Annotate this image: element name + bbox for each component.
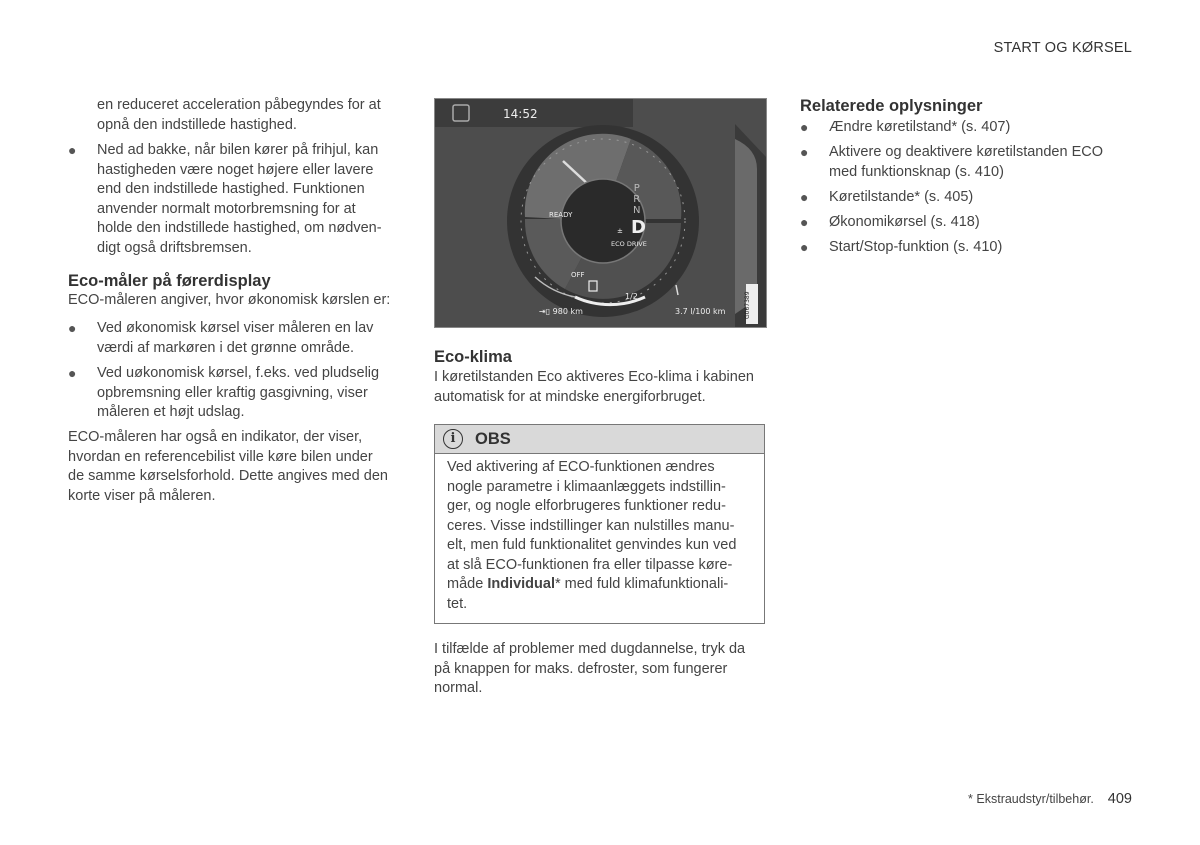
bullet-line: måleren et højt udslag. (97, 404, 245, 420)
gear-selector (633, 183, 640, 216)
gear-r: R (633, 194, 641, 205)
obs-line: ceres. Visse indstillinger kan nulstilles manu- (447, 517, 735, 534)
obs-note-box (434, 424, 765, 624)
related-link-3[interactable] (800, 188, 1135, 208)
para-line: automatisk for at mindske energiforbruget. (434, 388, 706, 405)
para-line: I tilfælde af problemer med dugdannelse, tryk da (434, 641, 746, 657)
heading-eco-meter: Eco-måler på førerdisplay (68, 272, 271, 290)
bullet-line: hastigheden være noget højere eller lavere (97, 161, 374, 178)
obs-line: ger, og nogle elforbrugeres funktioner redu- (447, 498, 726, 514)
range-unit: km (570, 307, 583, 316)
off-label: OFF (571, 271, 585, 279)
related-link-4[interactable] (800, 213, 1135, 233)
continued-text: en reduceret acceleration påbegyndes for at opnå den indstillede hastighed. (97, 97, 381, 133)
gauge-graphic (435, 99, 767, 328)
indicator-paragraph (68, 428, 403, 506)
link-line[interactable]: med funktionsknap (s. 410) (829, 163, 1004, 180)
bullet-line: opbremsning eller kraftig gasgivning, viser (97, 384, 368, 401)
link-line[interactable]: Start/Stop-funktion (s. 410) (829, 239, 1003, 255)
bullet-line: Ved uøkonomisk kørsel, f.eks. ved pludselig (97, 365, 380, 381)
individual-mode-name: Individual (487, 576, 555, 592)
continued-paragraph (68, 96, 403, 135)
obs-header (435, 425, 764, 454)
eco-drive-label: ECO DRIVE (611, 240, 647, 248)
para-line: normal. (434, 680, 483, 696)
obs-line: at slå ECO-funktionen fra eller tilpasse køre- (447, 556, 733, 573)
consumption-value: 3.7 (675, 307, 688, 316)
info-icon: i (443, 429, 463, 449)
bullet-line: værdi af markøren i det grønne område. (97, 339, 355, 356)
image-code: G067389 (744, 291, 751, 319)
para-line: på knappen for maks. defroster, som fungerer (434, 660, 728, 677)
obs-line: elt, men fuld funktionalitet genvindes kun ved (447, 537, 737, 553)
link-line[interactable]: Køretilstande* (s. 405) (829, 189, 974, 205)
bullet-icon: ● (68, 365, 77, 381)
bullet-item-downhill (68, 141, 403, 258)
bullet-item-uneconomic (68, 364, 403, 423)
clock-time: 14:52 (503, 107, 538, 121)
obs-body (447, 458, 747, 614)
section-header: START OG KØRSEL (993, 40, 1132, 56)
obs-line: tet. (447, 595, 468, 612)
gear-d: D (631, 217, 646, 238)
related-link-5[interactable] (800, 238, 1135, 258)
obs-line: Ved aktivering af ECO-funktionen ændres (447, 459, 715, 475)
footnote-text: * Ekstraudstyr/tilbehør. (968, 792, 1094, 806)
para-line: I køretilstanden Eco aktiveres Eco-klima i kabinen (434, 369, 754, 385)
heading-eco-klima: Eco-klima (434, 348, 512, 366)
bullet-icon: ● (68, 320, 77, 336)
gear-n: N (633, 205, 641, 216)
obs-line: nogle parametre i klimaanlæggets indstillin- (447, 478, 726, 495)
link-line[interactable]: Ændre køretilstand* (s. 407) (829, 119, 1011, 135)
half-mark: 1/2 (625, 292, 638, 301)
bullet-icon: ● (68, 142, 77, 158)
footer (968, 791, 1132, 807)
defroster-paragraph (434, 640, 767, 699)
para-line: de samme kørselsforhold. Dette angives med den (68, 468, 388, 484)
related-link-1[interactable] (800, 118, 1135, 138)
para-line: ECO-måleren har også en indikator, der viser, (68, 429, 363, 445)
bullet-icon: ● (800, 119, 809, 135)
bullet-icon: ● (800, 239, 809, 255)
bullet-icon: ● (800, 214, 809, 230)
intro-text: ECO-måleren angiver, hvor økonomisk kørslen er: (68, 292, 391, 308)
eco-klima-paragraph (434, 368, 767, 407)
range-readout (539, 307, 583, 316)
bullet-line: Ned ad bakke, når bilen kører på frihjul, kan (97, 142, 379, 158)
bullet-line: digt også driftsbremsen. (97, 239, 252, 256)
gear-d-marker: ± (617, 227, 623, 235)
bullet-line: holde den indstillede hastighed, om nødven- (97, 220, 382, 236)
bullet-line: anvender normalt motorbremsning for at (97, 200, 356, 217)
obs-suffix: * med fuld klimafunktionali- (554, 576, 729, 592)
gear-p: P (633, 183, 640, 194)
page-number: 409 (1107, 791, 1132, 807)
bullet-line: end den indstillede hastighed. Funktionen (97, 181, 365, 197)
obs-prefix: måde (447, 576, 488, 592)
bullet-item-economic (68, 319, 403, 358)
heading-related-info: Relaterede oplysninger (800, 97, 983, 115)
driver-display-illustration (434, 98, 767, 328)
consumption-unit: l/100 km (690, 307, 726, 316)
bullet-line: Ved økonomisk kørsel viser måleren en lav (97, 320, 374, 336)
range-icon: ⇥▯ (539, 307, 553, 316)
para-line: hvordan en referencebilist ville køre bilen under (68, 448, 373, 465)
bullet-icon: ● (800, 144, 809, 160)
related-link-2[interactable] (800, 143, 1135, 182)
ready-label: READY (549, 211, 573, 219)
range-value: 980 (552, 307, 568, 316)
link-line[interactable]: Økonomikørsel (s. 418) (829, 214, 980, 230)
obs-title: OBS (475, 430, 511, 448)
column-left (68, 96, 403, 135)
consumption-readout (675, 307, 725, 316)
para-line: korte viser på måleren. (68, 487, 216, 504)
obs-line-individual (447, 575, 747, 595)
link-line[interactable]: Aktivere og deaktivere køretilstanden ECO (829, 144, 1104, 160)
bullet-icon: ● (800, 189, 809, 205)
